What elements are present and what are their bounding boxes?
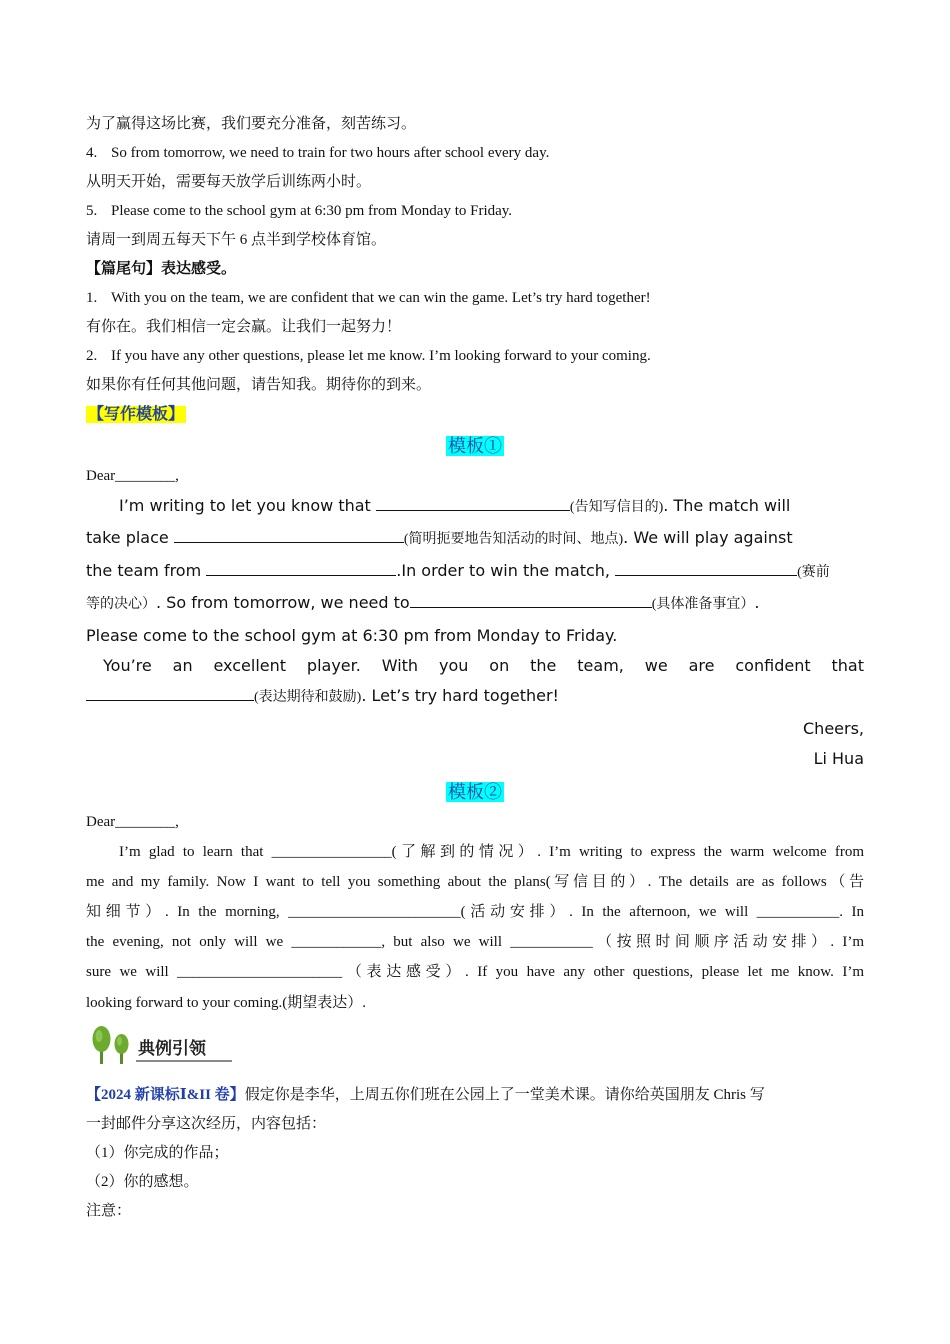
- section-heading-closing: 【篇尾句】表达感受。: [86, 261, 237, 277]
- template-1-line: 等的决心）. So from tomorrow, we need to (具体准备事宜）.: [86, 593, 760, 613]
- template-1-line: the team from .In order to win the match, (赛前: [86, 560, 830, 580]
- template-1-line: I’m writing to let you know that (告知写信目的). The match will: [119, 496, 791, 515]
- sentence-en: 4. So from tomorrow, we need to train for two hours after school every day.: [86, 145, 550, 161]
- template-1-title: 模板①: [448, 436, 502, 456]
- template-1-signature: Li Hua: [813, 749, 864, 769]
- sentence-cn: 从明天开始，需要每天放学后训练两小时。: [86, 174, 372, 190]
- template-2-greeting: Dear________,: [86, 813, 179, 830]
- exam-question-line: 【2024 新课标Ⅰ&II 卷】假定你是李华，上周五你们班在公园上了一堂美术课。请你给英国朋友 Chris 写: [86, 1086, 765, 1103]
- exam-note-label: 注意：: [86, 1202, 132, 1219]
- writing-template-label-row: [86, 400, 864, 430]
- template-2-line: 知细节）. In the morning, _______________________(活动安排）. In the afternoon, we will ___________. In: [86, 904, 864, 921]
- blank-line: [174, 527, 404, 543]
- template-1-line: (表达期待和鼓励). Let’s try hard together!: [86, 681, 864, 713]
- sentence-en: 1. With you on the team, we are confident that we can win the game. Let’s try hard together!: [86, 290, 651, 306]
- template-2-line: sure we will ______________________（表达感受）. If you have any other questions, please let me know. I’m: [86, 964, 864, 981]
- blank-line: [376, 495, 570, 511]
- exam-requirement: （2）你的感想。: [86, 1173, 199, 1190]
- section-banner-label: 典例引领: [138, 1038, 206, 1059]
- template-2-body: [86, 837, 864, 1018]
- template-2-line: the evening, not only will we ____________, but also we will ___________（按照时间顺序活动安排）. I’m: [86, 934, 864, 951]
- template-1-line: take place (简明扼要地告知活动的时间、地点). We will play against: [86, 528, 793, 548]
- section-banner-underline: [136, 1060, 232, 1062]
- blank-line: [206, 560, 396, 576]
- blank-line: [86, 685, 254, 701]
- template-2-line: I’m glad to learn that ________________(了解到的情况）. I’m writing to express the warm welcome from: [119, 843, 864, 860]
- sentence-en: 5. Please come to the school gym at 6:30 pm from Monday to Friday.: [86, 203, 513, 219]
- template-2-title: 模板②: [448, 781, 502, 802]
- blank-line: [410, 592, 652, 608]
- exam-tag: 【2024 新课标Ⅰ&II 卷】: [86, 1086, 245, 1103]
- template-1-line: You’re an excellent player. With you on the team, we are confident that: [103, 656, 864, 676]
- tree-icon: [88, 1024, 136, 1066]
- section-banner: [86, 1024, 864, 1068]
- template-1-greeting: Dear________,: [86, 468, 179, 484]
- writing-template-label: 【写作模板】: [88, 406, 185, 423]
- document-page: [86, 110, 864, 1226]
- sentence-cn: 请周一到周五每天下午 6 点半到学校体育馆。: [86, 232, 387, 248]
- template-2-line: looking forward to your coming.(期望表达）.: [86, 994, 366, 1011]
- template-1-closing: Cheers,: [803, 718, 864, 738]
- sentence-cn: 如果你有任何其他问题，请告知我。期待你的到来。: [86, 377, 432, 393]
- template-1-body: [86, 491, 864, 775]
- template-1-line: Please come to the school gym at 6:30 pm from Monday to Friday.: [86, 625, 618, 645]
- sentence-cn: 为了赢得这场比赛，我们要充分准备，刻苦练习。: [86, 116, 417, 132]
- sentence-en: 2. If you have any other questions, please let me know. I’m looking forward to your coming.: [86, 348, 651, 364]
- exam-question-line: 一封邮件分享这次经历，内容包括：: [86, 1115, 327, 1132]
- template-2-line: me and my family. Now I want to tell you something about the plans(写信目的）. The details are as follows（告: [86, 873, 864, 890]
- sentence-cn: 有你在。我们相信一定会赢。让我们一起努力！: [86, 319, 402, 335]
- blank-line: [615, 560, 797, 576]
- exam-requirement: （1）你完成的作品；: [86, 1144, 229, 1161]
